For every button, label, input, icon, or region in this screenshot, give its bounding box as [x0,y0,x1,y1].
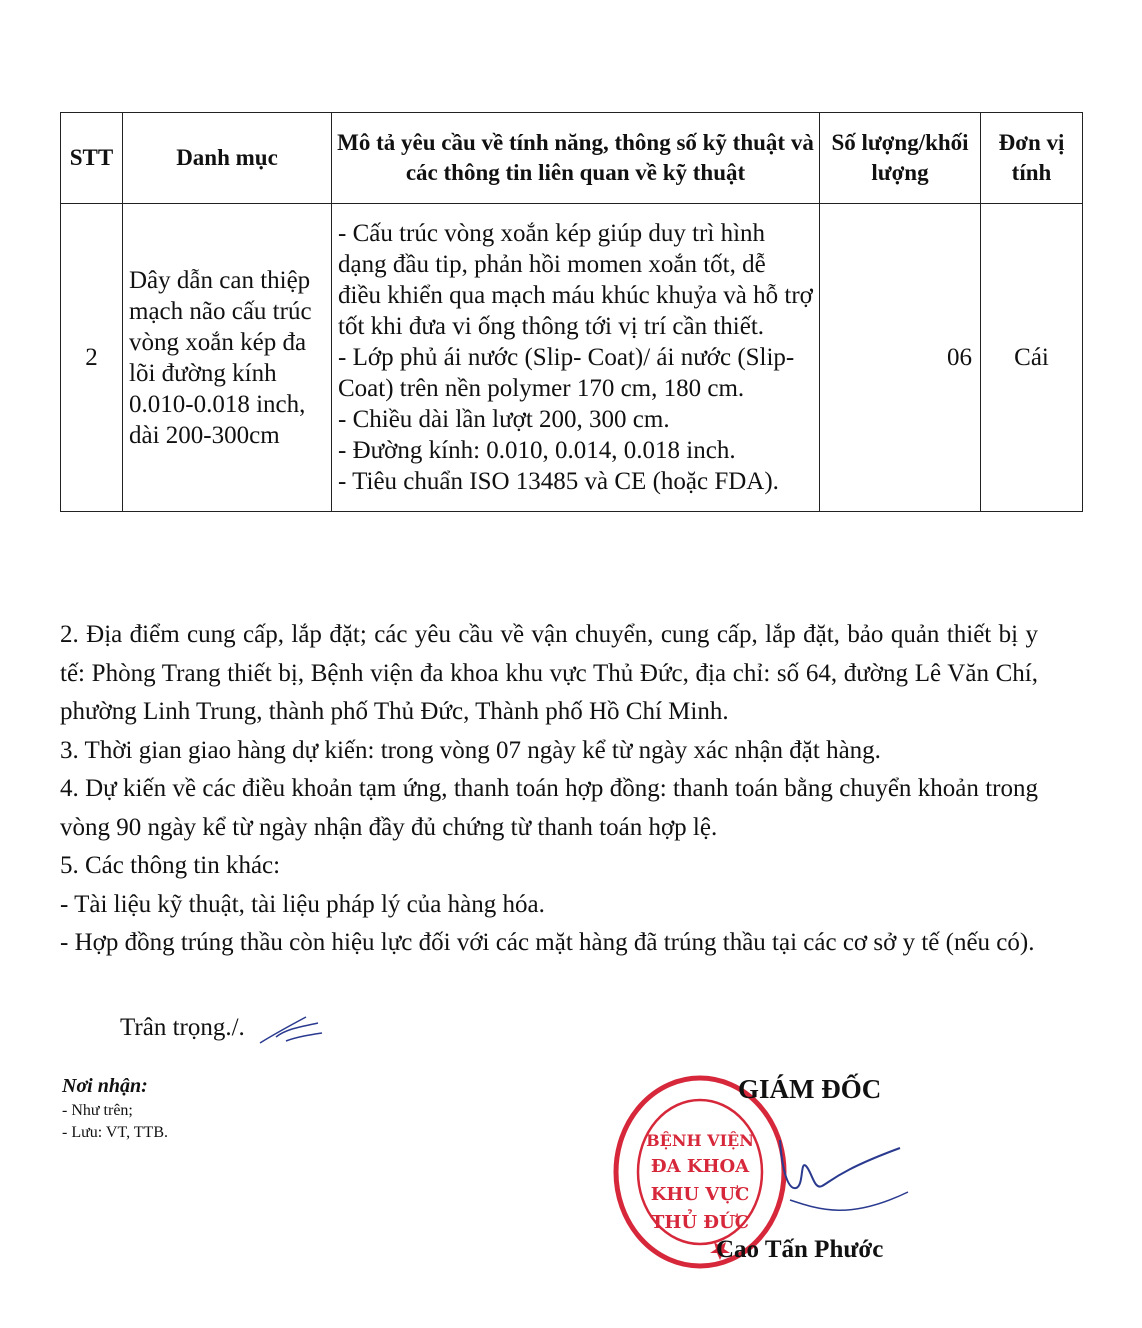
header-stt: STT [61,113,123,204]
seal-text: THỦ ĐỨC [650,1212,750,1233]
cell-stt: 2 [61,204,123,512]
seal-text: BỆNH VIỆN [646,1131,754,1150]
description-line: - Tiêu chuẩn ISO 13485 và CE (hoặc FDA). [338,468,779,495]
seal-text: ĐA KHOA [650,1156,750,1177]
specification-table [60,112,1083,512]
description-line: - Chiều dài lần lượt 200, 300 cm. [338,406,670,433]
table-header-row [61,113,1083,204]
recipients-title: Nơi nhận: [62,1075,148,1097]
header-unit: Đơn vị tính [981,113,1083,204]
recipient-item: - Như trên; [62,1102,133,1119]
recipient-item: - Lưu: VT, TTB. [62,1124,168,1141]
cell-description [332,204,820,512]
header-category: Danh mục [123,113,332,204]
description-line: - Đường kính: 0.010, 0.014, 0.018 inch. [338,437,736,464]
body-text [60,616,1038,963]
recipients-block [62,1075,168,1144]
closing-greeting: Trân trọng./. [120,1014,245,1041]
cell-unit: Cái [981,204,1083,512]
description-line: - Lớp phủ ái nước (Slip- Coat)/ ái nước (Slip- Coat) trên nền polymer 170 cm, 180 cm. [338,344,795,402]
header-description: Mô tả yêu cầu về tính năng, thông số kỹ thuật và các thông tin liên quan về kỹ thuật [332,113,820,204]
paragraph-other-info-item: - Hợp đồng trúng thầu còn hiệu lực đối với các mặt hàng đã trúng thầu tại các cơ sở y tế (nếu có). [60,929,1035,956]
seal-text: KHU VỰC [650,1184,750,1205]
table-row [61,204,1083,512]
description-line: - Cấu trúc vòng xoắn kép giúp duy trì hình dạng đầu tip, phản hồi momen xoắn tốt, dễ điều khiển qua mạch máu khúc khuỷa và hỗ trợ tốt khi đưa vi ống thông tới vị trí cần thiết. [338,220,813,340]
paragraph-delivery-location: 2. Địa điểm cung cấp, lắp đặt; các yêu cầu về vận chuyển, cung cấp, lắp đặt, bảo quản thiết bị y tế: Phòng Trang thiết bị, Bệnh viện đa khoa khu vực Thủ Đức, địa chỉ: số 64, đường Lê Văn Chí, phường Linh Trung, thành phố Thủ Đức, Thành phố Hồ Chí Minh. [60,621,1038,725]
director-signature [760,1130,910,1250]
cell-quantity: 06 [820,204,981,512]
paragraph-other-info-item: - Tài liệu kỹ thuật, tài liệu pháp lý của hàng hóa. [60,890,545,918]
paragraph-other-info: 5. Các thông tin khác: [60,852,281,879]
signatory-title: GIÁM ĐỐC [738,1074,882,1104]
signatory-name: Cao Tấn Phước [716,1236,884,1263]
paragraph-delivery-time: 3. Thời gian giao hàng dự kiến: trong vòng 07 ngày kể từ ngày xác nhận đặt hàng. [60,736,881,764]
cell-item-name: Dây dẫn can thiệp mạch não cấu trúc vòng xoắn kép đa lõi đường kính 0.010-0.018 inch, dài 200-300cm [123,204,332,512]
header-quantity: Số lượng/khối lượng [820,113,981,204]
initial-signature [256,1003,326,1053]
paragraph-payment-terms: 4. Dự kiến về các điều khoản tạm ứng, thanh toán hợp đồng: thanh toán bằng chuyển khoản trong vòng 90 ngày kể từ ngày nhận đầy đủ chứng từ thanh toán hợp lệ. [60,775,1038,841]
